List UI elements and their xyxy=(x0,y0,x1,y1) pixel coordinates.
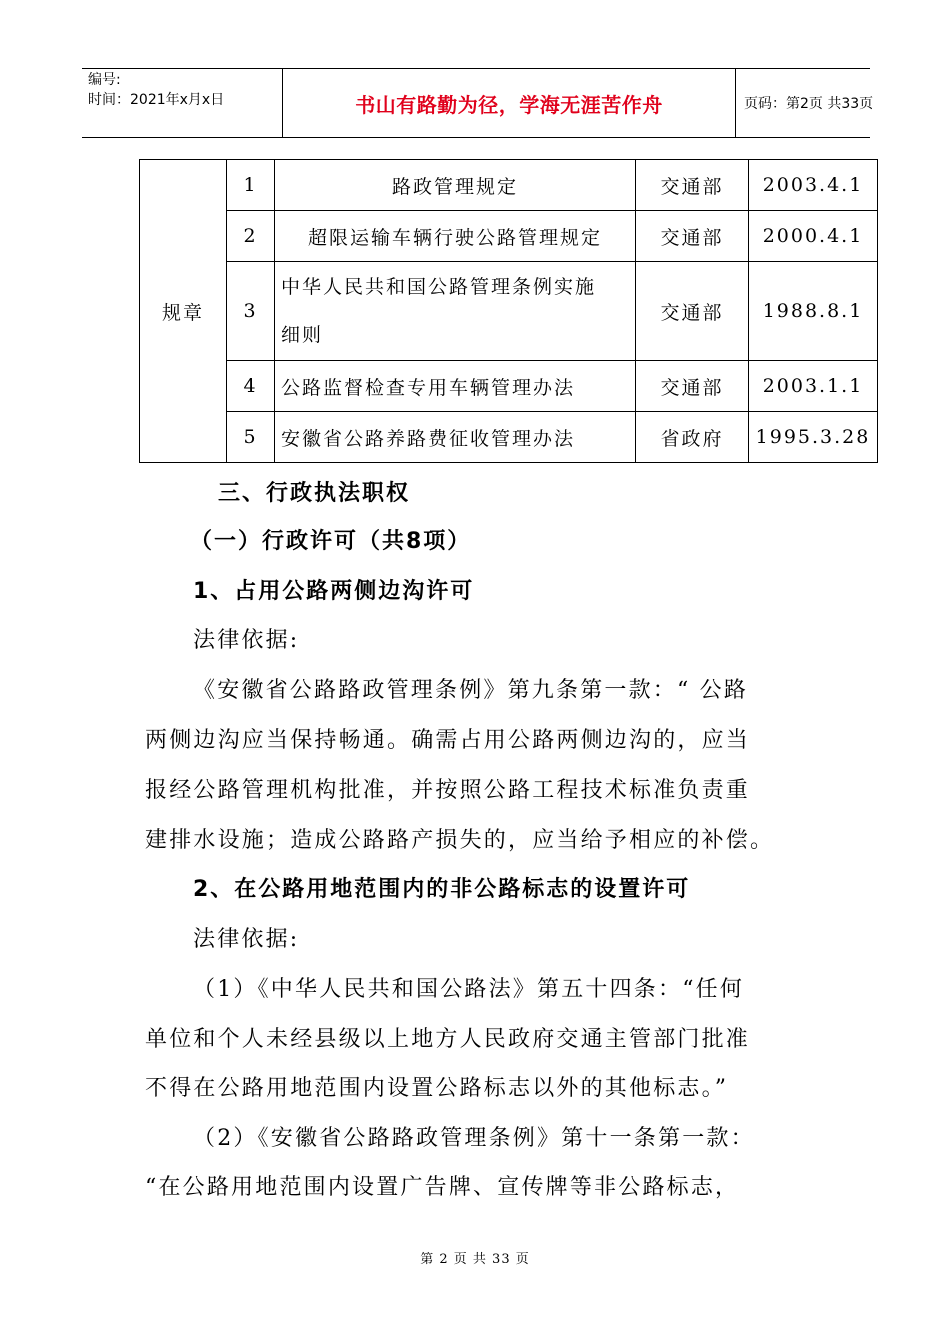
table-row xyxy=(140,160,878,211)
effective-date: 2003.4.1 xyxy=(749,160,878,211)
serial-label: 编号: xyxy=(88,72,121,88)
item1-line: 《安徽省公路路政管理条例》第九条第一款：“ 公路 xyxy=(193,678,749,703)
regulation-name: 超限运输车辆行驶公路管理规定 xyxy=(275,211,636,262)
item1-line: 两侧边沟应当保持畅通。确需占用公路两侧边沟的，应当 xyxy=(145,728,751,753)
subsection-title: （一）行政许可（共8项） xyxy=(190,529,472,554)
motto: 书山有路勤为径，学海无涯苦作舟 xyxy=(355,92,663,117)
regulation-name xyxy=(275,262,636,361)
effective-date: 2003.1.1 xyxy=(749,361,878,412)
item1-line: 建排水设施；造成公路路产损失的，应当给予相应的补偿。 xyxy=(145,828,775,853)
table-row xyxy=(140,412,878,463)
item2-line: “在公路用地范围内设置广告牌、宣传牌等非公路标志， xyxy=(145,1175,740,1200)
regulations-table xyxy=(139,159,878,463)
row-number: 5 xyxy=(227,412,275,463)
issuer: 交通部 xyxy=(636,160,749,211)
header-motto-cell xyxy=(282,69,736,137)
regulation-name-line1: 中华人民共和国公路管理条例实施 xyxy=(281,276,597,298)
category-cell: 规章 xyxy=(140,160,227,463)
regulation-name: 路政管理规定 xyxy=(275,160,636,211)
row-number: 4 xyxy=(227,361,275,412)
page-footer: 第 2 页 共 33 页 xyxy=(420,1252,530,1267)
regulation-name-line2: 细则 xyxy=(281,324,324,346)
item2-basis-label: 法律依据: xyxy=(193,927,300,952)
effective-date: 1995.3.28 xyxy=(749,412,878,463)
row-number: 1 xyxy=(227,160,275,211)
table-row xyxy=(140,361,878,412)
header-meta xyxy=(82,69,282,137)
issuer: 交通部 xyxy=(636,361,749,412)
item2-line: （1）《中华人民共和国公路法》第五十四条：“任何 xyxy=(193,977,745,1002)
item2-line: 单位和个人未经县级以上地方人民政府交通主管部门批准 xyxy=(145,1027,751,1052)
issuer: 省政府 xyxy=(636,412,749,463)
page-header xyxy=(82,68,874,138)
section-title: 三、行政执法职权 xyxy=(218,481,411,506)
effective-date: 1988.8.1 xyxy=(749,262,878,361)
issuer: 交通部 xyxy=(636,211,749,262)
item1-line: 报经公路管理机构批准，并按照公路工程技术标准负责重 xyxy=(145,778,751,803)
item2-line: 不得在公路用地范围内设置公路标志以外的其他标志。” xyxy=(145,1076,729,1101)
row-number: 3 xyxy=(227,262,275,361)
item1-basis-label: 法律依据: xyxy=(193,628,300,653)
time-label: 时间：2021年x月x日 xyxy=(88,92,225,108)
header-page-cell xyxy=(736,69,874,137)
regulation-name: 公路监督检查专用车辆管理办法 xyxy=(275,361,636,412)
issuer: 交通部 xyxy=(636,262,749,361)
item1-title: 1、占用公路两侧边沟许可 xyxy=(193,579,475,604)
row-number: 2 xyxy=(227,211,275,262)
table-row xyxy=(140,211,878,262)
effective-date: 2000.4.1 xyxy=(749,211,878,262)
item2-line: （2）《安徽省公路路政管理条例》第十一条第一款： xyxy=(193,1126,755,1151)
page-code: 页码：第2页 共33页 xyxy=(744,96,874,112)
item2-title: 2、在公路用地范围内的非公路标志的设置许可 xyxy=(193,877,691,902)
table-row xyxy=(140,262,878,361)
regulation-name: 安徽省公路养路费征收管理办法 xyxy=(275,412,636,463)
